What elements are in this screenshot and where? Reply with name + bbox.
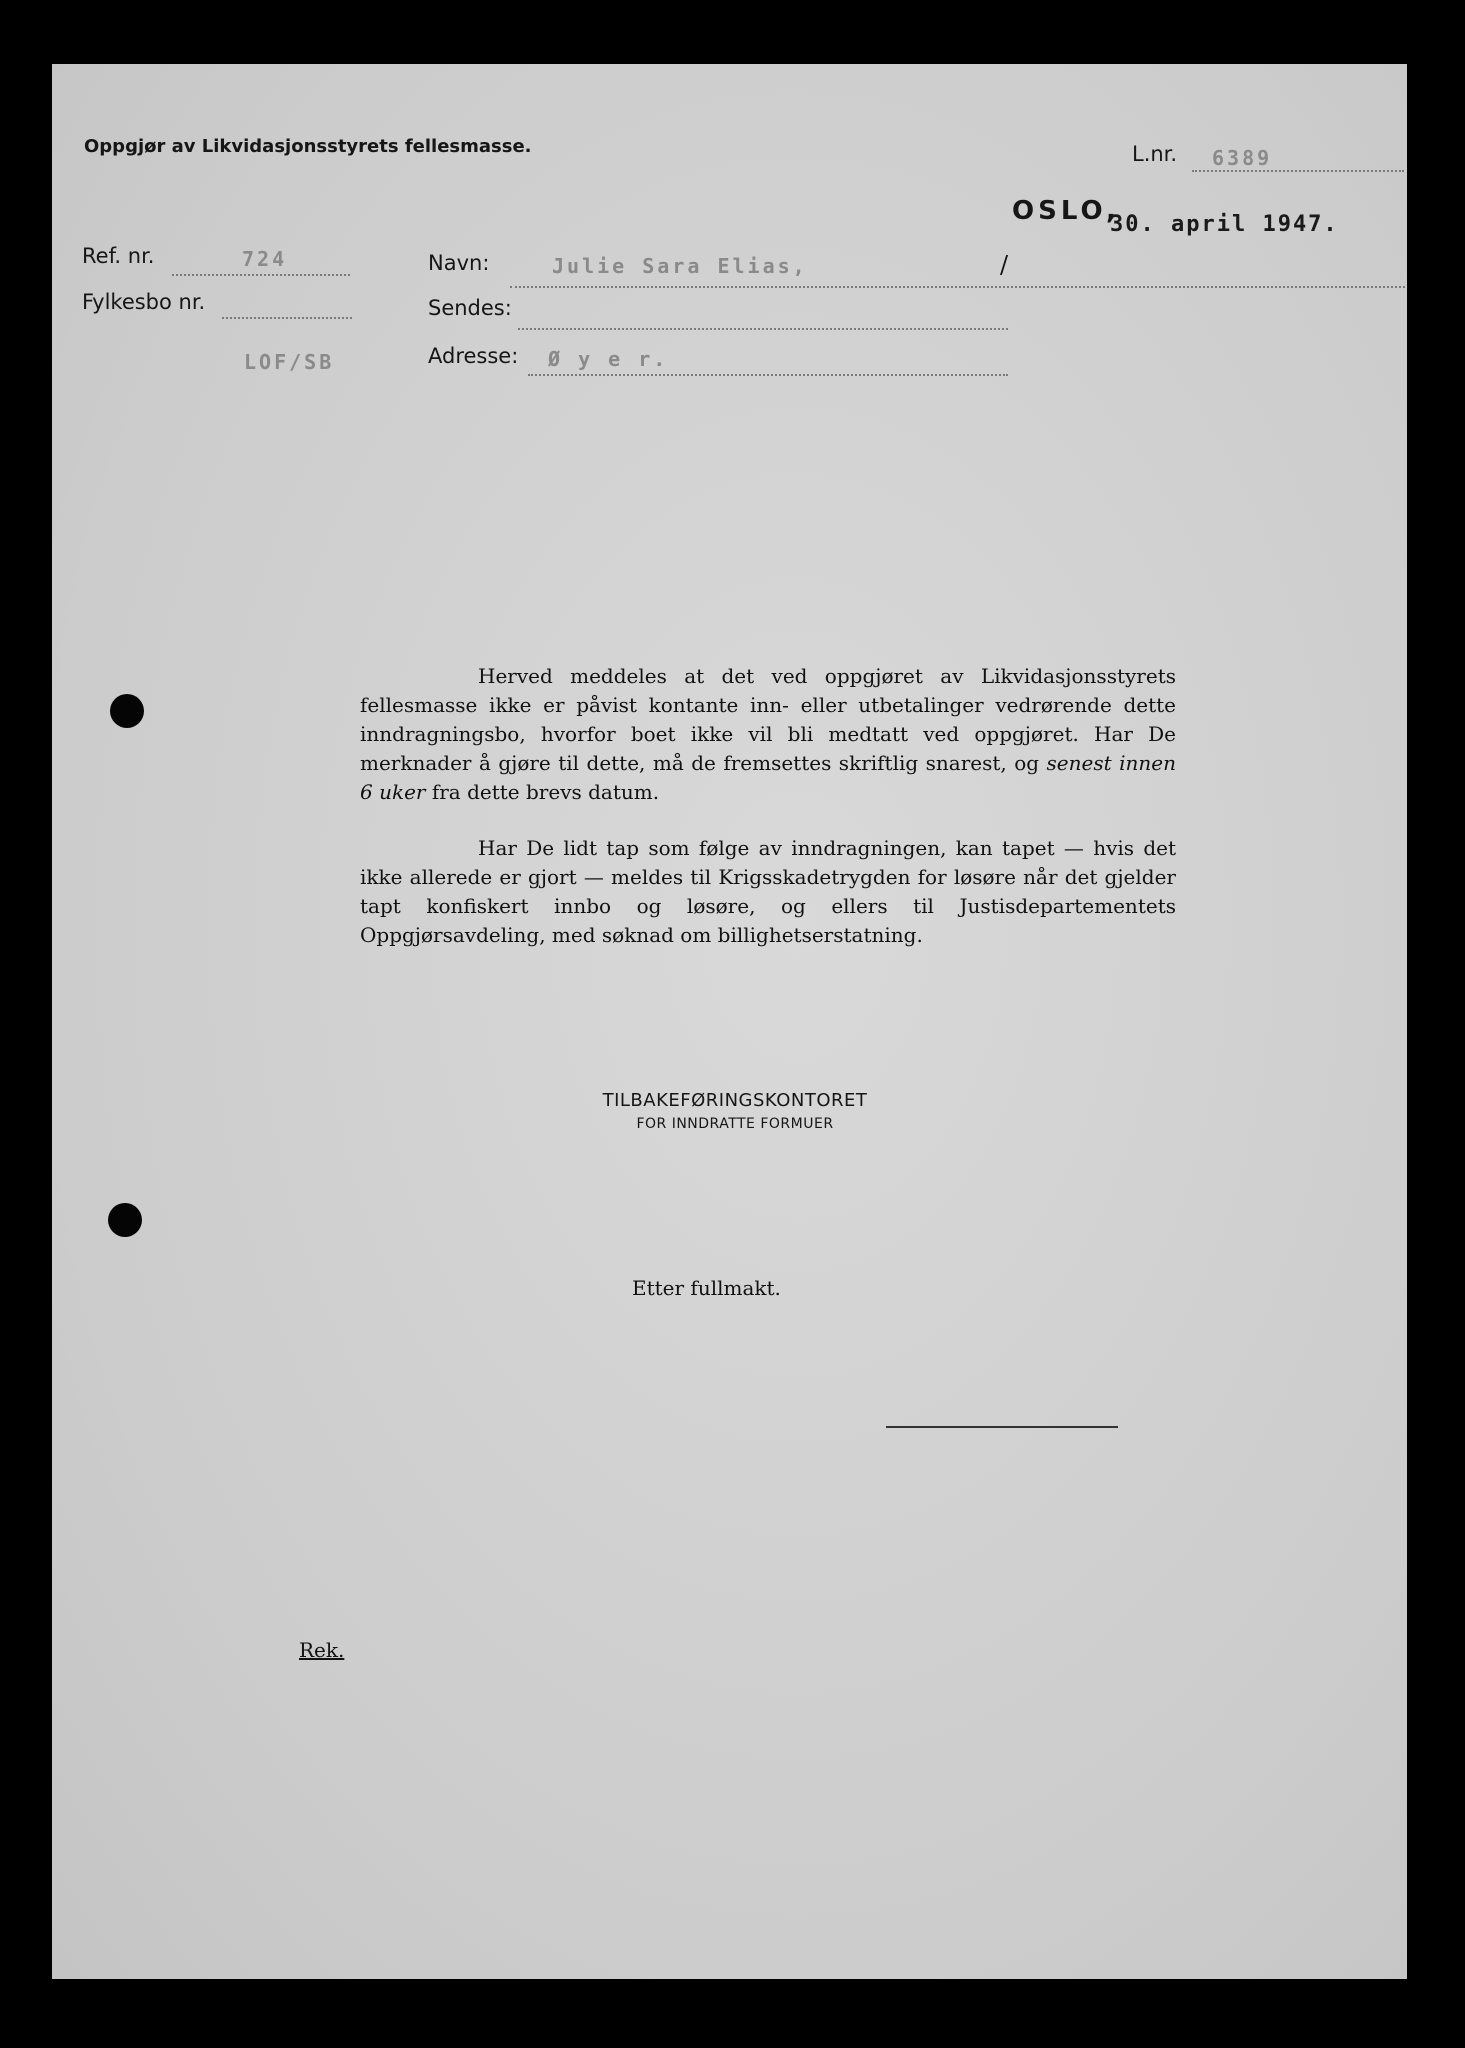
- navn-label: Navn:: [428, 251, 490, 275]
- adresse-value: Ø y e r.: [548, 347, 669, 371]
- body-paragraph-1-tail: fra dette brevs datum.: [425, 780, 660, 804]
- extra-reference: LOF/SB: [244, 350, 335, 374]
- document-page: [52, 64, 1407, 1979]
- ref-value: 724: [242, 247, 288, 271]
- ref-dotted-line: [172, 274, 350, 276]
- city: OSLO,: [1012, 196, 1120, 226]
- fylkesbo-label: Fylkesbo nr.: [82, 290, 206, 314]
- lnr-dotted-line: [1192, 170, 1404, 172]
- body-paragraph-1-emphasis: senest innen 6 uker: [360, 751, 1176, 804]
- lnr-label: L.nr.: [1132, 142, 1178, 166]
- navn-value: Julie Sara Elias,: [552, 254, 808, 278]
- ref-label: Ref. nr.: [82, 244, 155, 268]
- punch-hole-top: [110, 694, 144, 728]
- header-title: Oppgjør av Likvidasjonsstyrets fellesmasse.: [84, 136, 532, 157]
- adresse-label: Adresse:: [428, 344, 519, 368]
- body-paragraph-1: [360, 662, 1176, 807]
- lnr-value: 6389: [1212, 146, 1273, 170]
- body-paragraph-1-text: Herved meddeles at det ved oppgjøret av Likvidasjonsstyrets fellesmasse ikke er påvist kontante inn- eller utbetalinger vedrørende dette inndragningsbo, hvorfor boet ikke vil bli medtatt ved oppgjøret. Har De merknader å gjøre til dette, må de fremsettes skriftlig snarest, og: [360, 664, 1176, 775]
- body-paragraph-2: Har De lidt tap som følge av inndragningen, kan tapet — hvis det ikke allerede er gjort — meldes til Krigsskadetrygden for løsøre når det gjelder tapt konfiskert innbo og løsøre, og ellers til Justisdepartementets Oppgjørsavdeling, med søknad om billighetserstatning.: [360, 836, 1176, 947]
- navn-dotted-line: [510, 286, 1405, 288]
- authority-text: Etter fullmakt.: [632, 1276, 781, 1300]
- office-subtitle: FOR INNDRATTE FORMUER: [636, 1116, 834, 1132]
- sendes-dotted-line: [518, 328, 1008, 330]
- navn-extra-mark: /: [1000, 251, 1009, 279]
- adresse-dotted-line: [528, 374, 1008, 376]
- punch-hole-bottom: [108, 1203, 142, 1237]
- rek-text: Rek.: [299, 1638, 345, 1662]
- signature-line: [886, 1426, 1118, 1428]
- office-name: TILBAKEFØRINGSKONTORET: [602, 1090, 868, 1111]
- fylkesbo-dotted-line: [222, 317, 352, 319]
- sendes-label: Sendes:: [428, 296, 512, 320]
- letter-date: 30. april 1947.: [1110, 212, 1339, 237]
